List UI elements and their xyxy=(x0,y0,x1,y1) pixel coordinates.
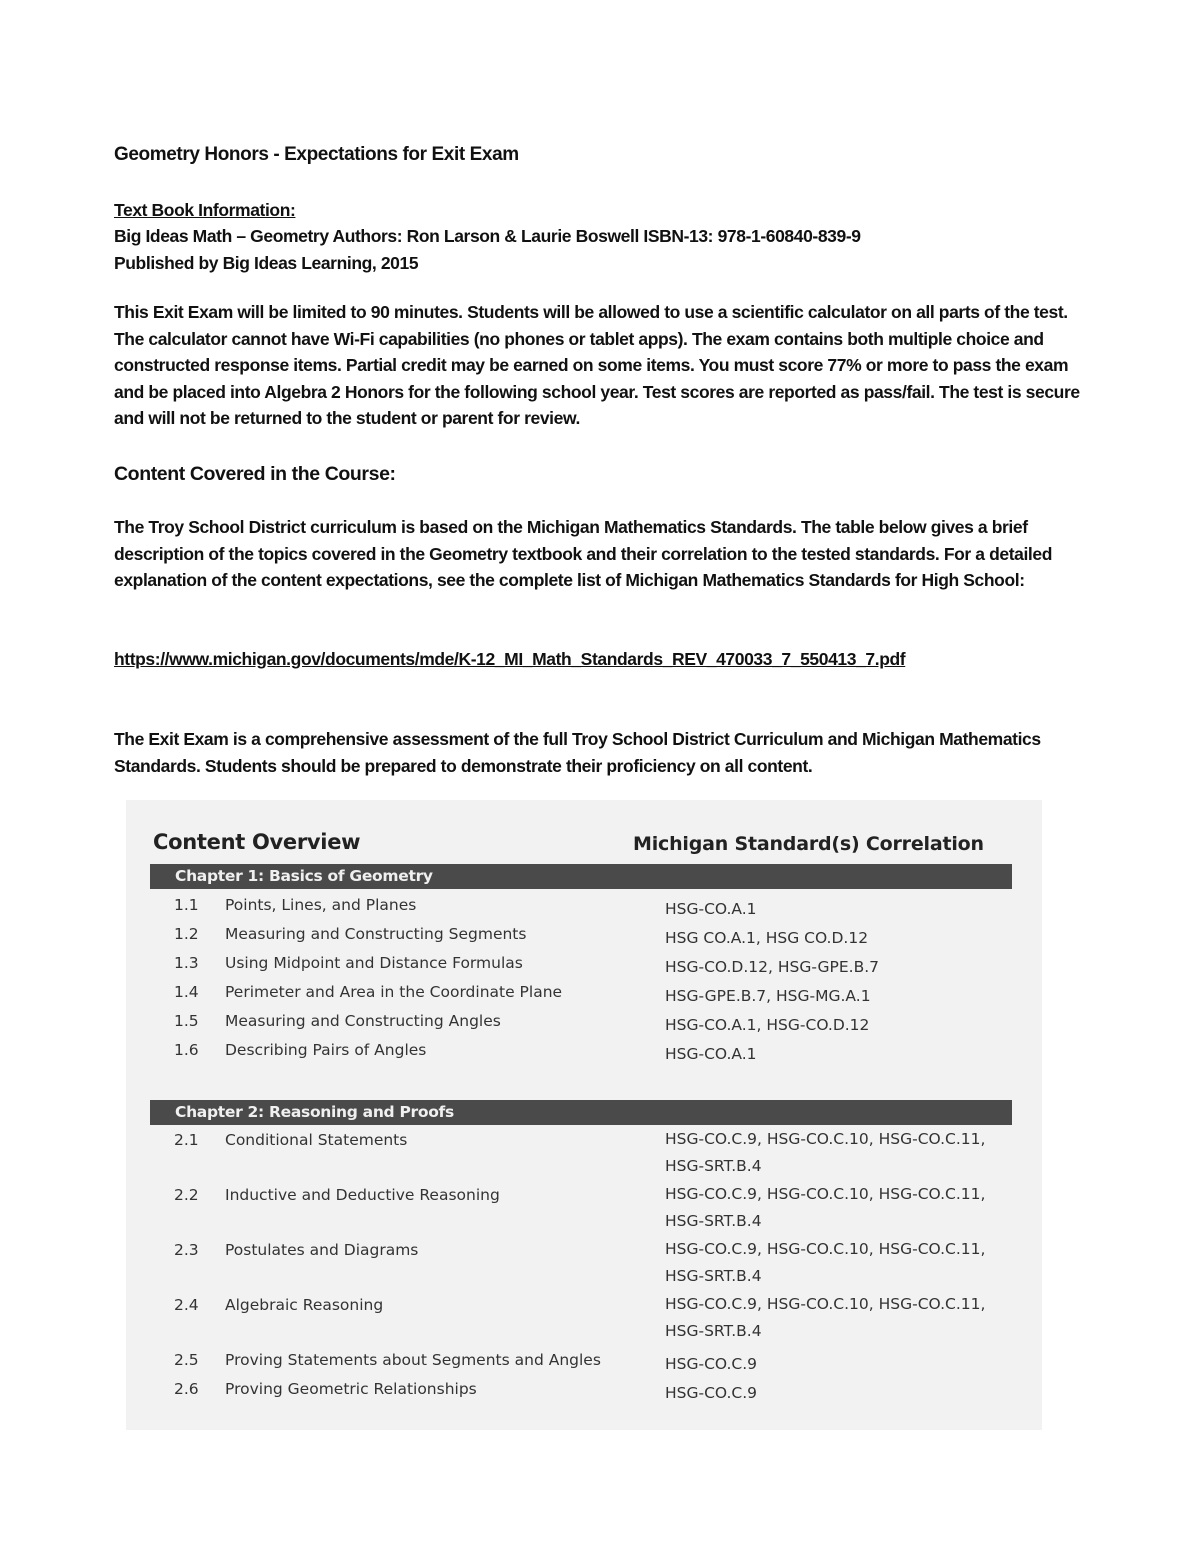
section-number: 2.6 xyxy=(174,1380,199,1398)
curriculum-paragraph: The Troy School District curriculum is based on the Michigan Mathematics Standards. The table below gives a brief description of the topics covered in the Geometry textbook and their correlation to the tested standards. For a detailed explanation of the content expectations, see the complete list of Michigan Mathematics Standards for High School: xyxy=(114,517,1053,590)
section-number: 1.6 xyxy=(174,1041,199,1059)
section-number: 1.2 xyxy=(174,925,199,943)
section-topic: Measuring and Constructing Angles xyxy=(225,1012,501,1030)
section-number: 2.3 xyxy=(174,1241,199,1259)
section-standards: HSG-CO.A.1, HSG-CO.D.12 xyxy=(665,1016,870,1034)
section-number: 2.4 xyxy=(174,1296,199,1314)
chapter-1-header xyxy=(150,864,1012,889)
section-topic: Algebraic Reasoning xyxy=(225,1296,384,1314)
section-standards: HSG-CO.C.9, HSG-CO.C.10, HSG-CO.C.11, HSG-SRT.B.4 xyxy=(665,1185,986,1230)
standards-link[interactable]: https://www.michigan.gov/documents/mde/K-12_MI_Math_Standards_REV_470033_7_550413_7.pdf xyxy=(114,649,906,669)
section-standards: HSG-CO.D.12, HSG-GPE.B.7 xyxy=(665,958,880,976)
exam-paragraph: This Exit Exam will be limited to 90 minutes. Students will be allowed to use a scientific calculator on all parts of the test. The calculator cannot have Wi-Fi capabilities (no phones or tablet apps). The exam contains both multiple choice and constructed response items. Partial credit may be earned on some items. You must score 77% or more to pass the exam and be placed into Algebra 2 Honors for the following school year. Test scores are reported as pass/fail. The test is secure and will not be returned to the student or parent for review. xyxy=(114,302,1080,428)
textbook-publisher: Published by Big Ideas Learning, 2015 xyxy=(114,253,419,273)
section-topic: Points, Lines, and Planes xyxy=(225,896,417,914)
section-number: 1.4 xyxy=(174,983,199,1001)
overview-title: Content Overview xyxy=(153,830,361,854)
page-title: Geometry Honors - Expectations for Exit Exam xyxy=(114,144,519,165)
chapter-1-label: Chapter 1: Basics of Geometry xyxy=(175,867,433,885)
section-topic: Perimeter and Area in the Coordinate Plane xyxy=(225,983,563,1001)
content-overview-table xyxy=(126,800,1042,1430)
section-topic: Describing Pairs of Angles xyxy=(225,1041,427,1059)
section-standards: HSG-CO.C.9, HSG-CO.C.10, HSG-CO.C.11, HSG-SRT.B.4 xyxy=(665,1130,986,1175)
section-topic: Using Midpoint and Distance Formulas xyxy=(225,954,523,972)
section-standards: HSG-GPE.B.7, HSG-MG.A.1 xyxy=(665,987,871,1005)
section-topic: Proving Geometric Relationships xyxy=(225,1380,477,1398)
section-standards: HSG-CO.C.9, HSG-CO.C.10, HSG-CO.C.11, HSG-SRT.B.4 xyxy=(665,1240,986,1285)
section-topic: Proving Statements about Segments and Angles xyxy=(225,1351,601,1369)
section-number: 1.3 xyxy=(174,954,199,972)
content-heading: Content Covered in the Course: xyxy=(114,463,396,485)
chapter-2-header xyxy=(150,1100,1012,1125)
exit-exam-paragraph: The Exit Exam is a comprehensive assessment of the full Troy School District Curriculum and Michigan Mathematics Standards. Students should be prepared to demonstrate their proficiency on all content. xyxy=(114,729,1041,776)
section-number: 2.1 xyxy=(174,1131,199,1149)
section-standards: HSG CO.A.1, HSG CO.D.12 xyxy=(665,929,869,947)
section-standards: HSG-CO.C.9 xyxy=(665,1355,758,1373)
section-standards: HSG-CO.A.1 xyxy=(665,900,757,918)
section-topic: Inductive and Deductive Reasoning xyxy=(225,1186,500,1204)
section-topic: Conditional Statements xyxy=(225,1131,408,1149)
section-standards: HSG-CO.C.9 xyxy=(665,1384,758,1402)
section-topic: Measuring and Constructing Segments xyxy=(225,925,527,943)
section-number: 2.2 xyxy=(174,1186,199,1204)
correlation-header: Michigan Standard(s) Correlation xyxy=(633,833,984,855)
section-number: 1.5 xyxy=(174,1012,199,1030)
textbook-heading: Text Book Information: xyxy=(114,200,296,220)
section-standards: HSG-CO.A.1 xyxy=(665,1045,757,1063)
chapter-2-label: Chapter 2: Reasoning and Proofs xyxy=(175,1103,454,1121)
section-topic: Postulates and Diagrams xyxy=(225,1241,419,1259)
section-number: 2.5 xyxy=(174,1351,199,1369)
section-number: 1.1 xyxy=(174,896,199,914)
textbook-details: Big Ideas Math – Geometry Authors: Ron Larson & Laurie Boswell ISBN-13: 978-1-60840-839-9 xyxy=(114,226,861,246)
section-standards: HSG-CO.C.9, HSG-CO.C.10, HSG-CO.C.11, HSG-SRT.B.4 xyxy=(665,1295,986,1340)
